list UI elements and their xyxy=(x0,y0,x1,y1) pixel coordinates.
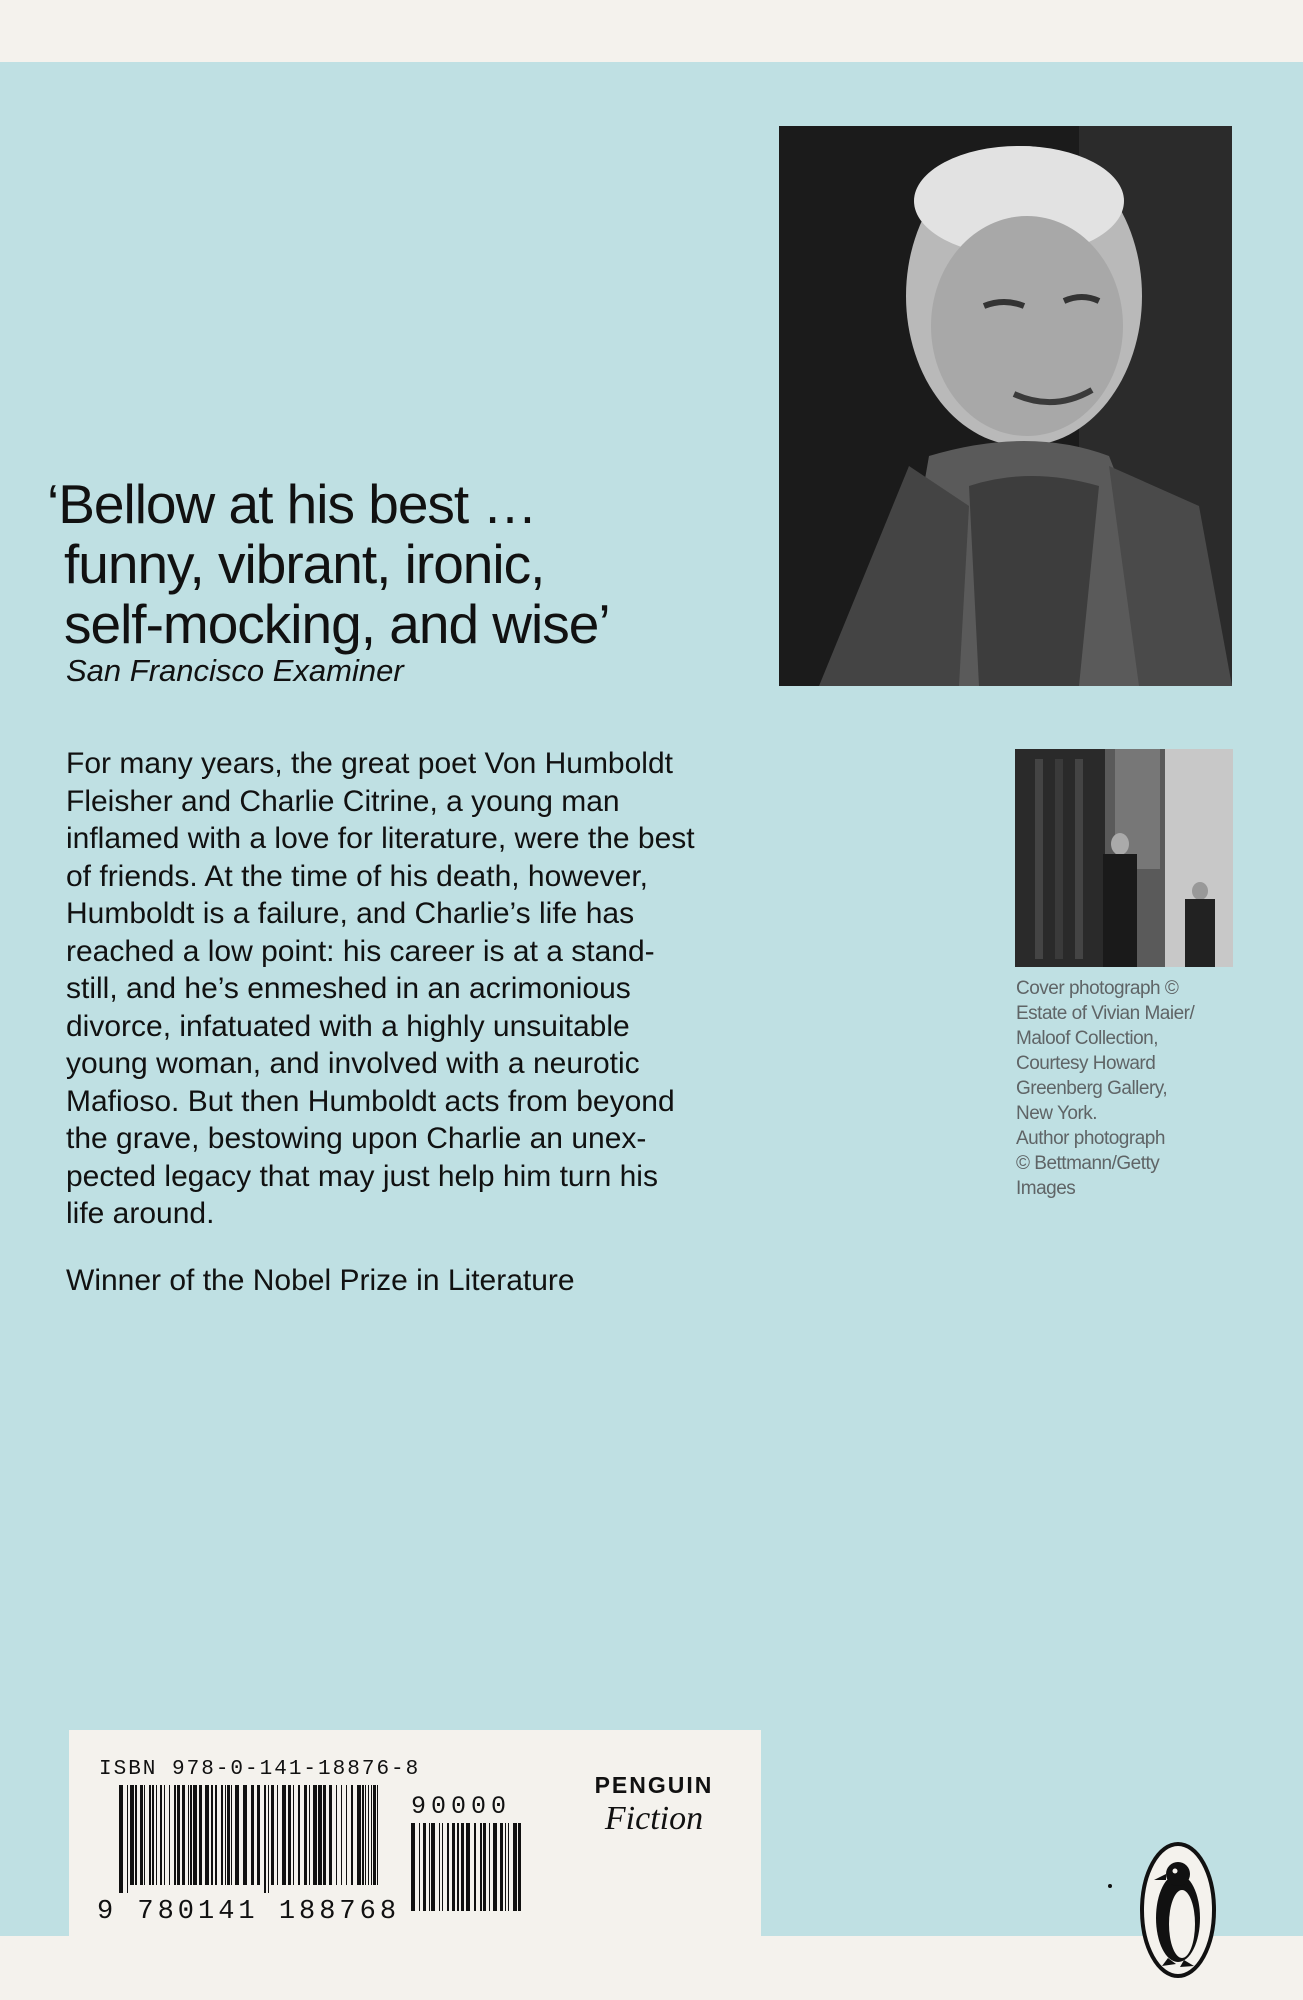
barcode-bar xyxy=(293,1785,294,1885)
barcode-bar xyxy=(351,1785,353,1885)
barcode-bar xyxy=(268,1785,269,1893)
barcode-bar xyxy=(205,1785,209,1885)
credit-line: Greenberg Gallery, xyxy=(1016,1078,1168,1099)
blurb-line: life around. xyxy=(66,1197,215,1230)
barcode-bar xyxy=(271,1785,274,1885)
blurb-line: divorce, infatuated with a highly unsuitable xyxy=(66,1009,630,1043)
barcode-bar xyxy=(346,1785,347,1885)
credit-line: Cover photograph © xyxy=(1016,978,1179,999)
barcode-bar xyxy=(365,1785,366,1885)
barcode-bar xyxy=(518,1823,521,1911)
book-blurb xyxy=(66,745,806,1233)
credit-line: © Bettmann/Getty xyxy=(1016,1153,1160,1174)
barcode-bar xyxy=(362,1785,364,1885)
isbn-label: ISBN 978-0-141-18876-8 xyxy=(99,1758,421,1781)
barcode-bar xyxy=(156,1785,157,1885)
barcode-bar xyxy=(508,1823,509,1911)
barcode-bar xyxy=(215,1785,217,1885)
barcode-bar xyxy=(466,1823,470,1911)
barcode-bar xyxy=(483,1823,486,1911)
barcode-bar xyxy=(431,1823,435,1911)
review-quote xyxy=(47,474,767,654)
barcode-bar xyxy=(447,1823,449,1911)
barcode-bar xyxy=(480,1823,482,1911)
credit-line: Courtesy Howard xyxy=(1016,1053,1156,1074)
blurb-line: Humboldt is a failure, and Charlie’s life has xyxy=(66,897,635,930)
author-portrait-image xyxy=(779,126,1232,686)
blurb-line: of friends. At the time of his death, however, xyxy=(66,859,648,893)
barcode-bar xyxy=(368,1785,369,1885)
barcode-bar xyxy=(190,1785,192,1885)
barcode-bar xyxy=(231,1785,232,1885)
penguin-logo-icon xyxy=(1138,1840,1218,1980)
barcode-bar xyxy=(357,1785,361,1885)
barcode-bar xyxy=(461,1823,464,1911)
cover-photograph-thumbnail xyxy=(1015,749,1233,967)
barcode-bar xyxy=(411,1823,415,1911)
credit-line: Author photograph xyxy=(1016,1128,1165,1149)
barcode-bar xyxy=(439,1823,440,1911)
barcode-bar xyxy=(313,1785,317,1885)
barcode-bar xyxy=(282,1785,286,1885)
barcode-bar xyxy=(264,1785,266,1893)
blurb-line: Fleisher and Charlie Citrine, a young man xyxy=(66,784,620,818)
barcode-bar xyxy=(164,1785,165,1885)
blurb-line: the grave, bestowing upon Charlie an unex- xyxy=(66,1122,647,1155)
barcode-bar xyxy=(341,1785,342,1885)
barcode-bar xyxy=(130,1785,134,1885)
award-line: Winner of the Nobel Prize in Literature xyxy=(66,1264,575,1297)
barcode-bar xyxy=(235,1785,239,1885)
back-cover xyxy=(0,62,1303,1936)
barcode-bar xyxy=(149,1785,151,1885)
barcode-bar xyxy=(182,1785,185,1885)
barcode-bar xyxy=(288,1785,291,1885)
barcode-bar xyxy=(493,1823,497,1911)
publisher-imprint: Fiction xyxy=(604,1800,704,1837)
barcode-bar xyxy=(442,1823,443,1911)
barcode-bar xyxy=(419,1823,420,1911)
blurb-line: pected legacy that may just help him turn his xyxy=(66,1159,658,1193)
street-scene-image xyxy=(1015,749,1233,967)
barcode-bar xyxy=(225,1785,226,1885)
quote-line: self-mocking, and wise’ xyxy=(64,593,610,655)
barcode-addon-digits: 90000 xyxy=(411,1792,512,1821)
barcode-bar xyxy=(193,1785,197,1885)
barcode-bar xyxy=(336,1785,337,1885)
barcode-bar xyxy=(152,1785,154,1885)
barcode-bar xyxy=(505,1823,506,1911)
barcode-bar xyxy=(135,1785,137,1885)
blurb-line: still, and he’s enmeshed in an acrimonious xyxy=(66,972,631,1005)
barcode-panel xyxy=(69,1730,761,1938)
barcode-bar xyxy=(140,1785,143,1885)
ean-barcode-icon xyxy=(119,1785,381,1893)
publisher-name: PENGUIN xyxy=(594,1772,714,1798)
barcode-bar xyxy=(304,1785,307,1885)
barcode-bar xyxy=(177,1785,180,1885)
credit-line: Maloof Collection, xyxy=(1016,1028,1159,1049)
barcode-bar xyxy=(251,1785,254,1885)
barcode-bar xyxy=(257,1785,260,1885)
barcode-bar xyxy=(373,1785,376,1885)
blurb-line: inflamed with a love for literature, were the best xyxy=(66,822,695,855)
barcode-bar xyxy=(423,1823,426,1911)
barcode-bar xyxy=(221,1785,223,1885)
credit-line: New York. xyxy=(1016,1103,1098,1124)
barcode-bar xyxy=(309,1785,310,1885)
barcode-bar xyxy=(452,1823,455,1911)
barcode-bar xyxy=(119,1785,123,1893)
barcode-bar xyxy=(377,1785,378,1885)
barcode-bar xyxy=(188,1785,189,1885)
blurb-line: young woman, and involved with a neurotic xyxy=(66,1047,640,1080)
blurb-line: For many years, the great poet Von Humboldt xyxy=(66,747,673,780)
credit-line: Images xyxy=(1016,1178,1076,1199)
barcode-bar xyxy=(160,1785,162,1885)
photo-credits xyxy=(1016,976,1236,1201)
barcode-bar xyxy=(329,1785,332,1885)
barcode-bar xyxy=(169,1785,170,1885)
barcode-bar xyxy=(127,1785,128,1893)
author-photograph xyxy=(779,126,1232,686)
barcode-bar xyxy=(174,1785,176,1885)
barcode-bar xyxy=(457,1823,459,1911)
barcode-bar xyxy=(318,1785,322,1885)
addon-barcode-icon xyxy=(411,1823,521,1919)
barcode-bar xyxy=(513,1823,517,1911)
quote-line: ‘Bellow at his best … xyxy=(47,473,537,535)
print-speck xyxy=(1108,1884,1112,1888)
blurb-line: reached a low point: his career is at a stand- xyxy=(66,934,655,968)
barcode-bar xyxy=(243,1785,247,1885)
barcode-digits: 9 780141 188768 xyxy=(97,1897,401,1927)
barcode-bar xyxy=(474,1823,476,1911)
barcode-bar xyxy=(277,1785,278,1885)
barcode-bar xyxy=(323,1785,326,1885)
barcode-bar xyxy=(298,1785,300,1885)
blurb-line: Mafioso. But then Humboldt acts from beyond xyxy=(66,1084,675,1118)
quote-line: funny, vibrant, ironic, xyxy=(64,533,545,595)
barcode-bar xyxy=(227,1785,230,1885)
credit-line: Estate of Vivian Maier/ xyxy=(1016,1003,1195,1024)
barcode-bar xyxy=(429,1823,430,1911)
barcode-bar xyxy=(211,1785,213,1885)
quote-source: San Francisco Examiner xyxy=(66,653,404,688)
barcode-bar xyxy=(199,1785,202,1885)
barcode-bar xyxy=(144,1785,145,1885)
barcode-bar xyxy=(500,1823,503,1911)
barcode-bar xyxy=(489,1823,490,1911)
barcode-bar xyxy=(371,1785,372,1885)
